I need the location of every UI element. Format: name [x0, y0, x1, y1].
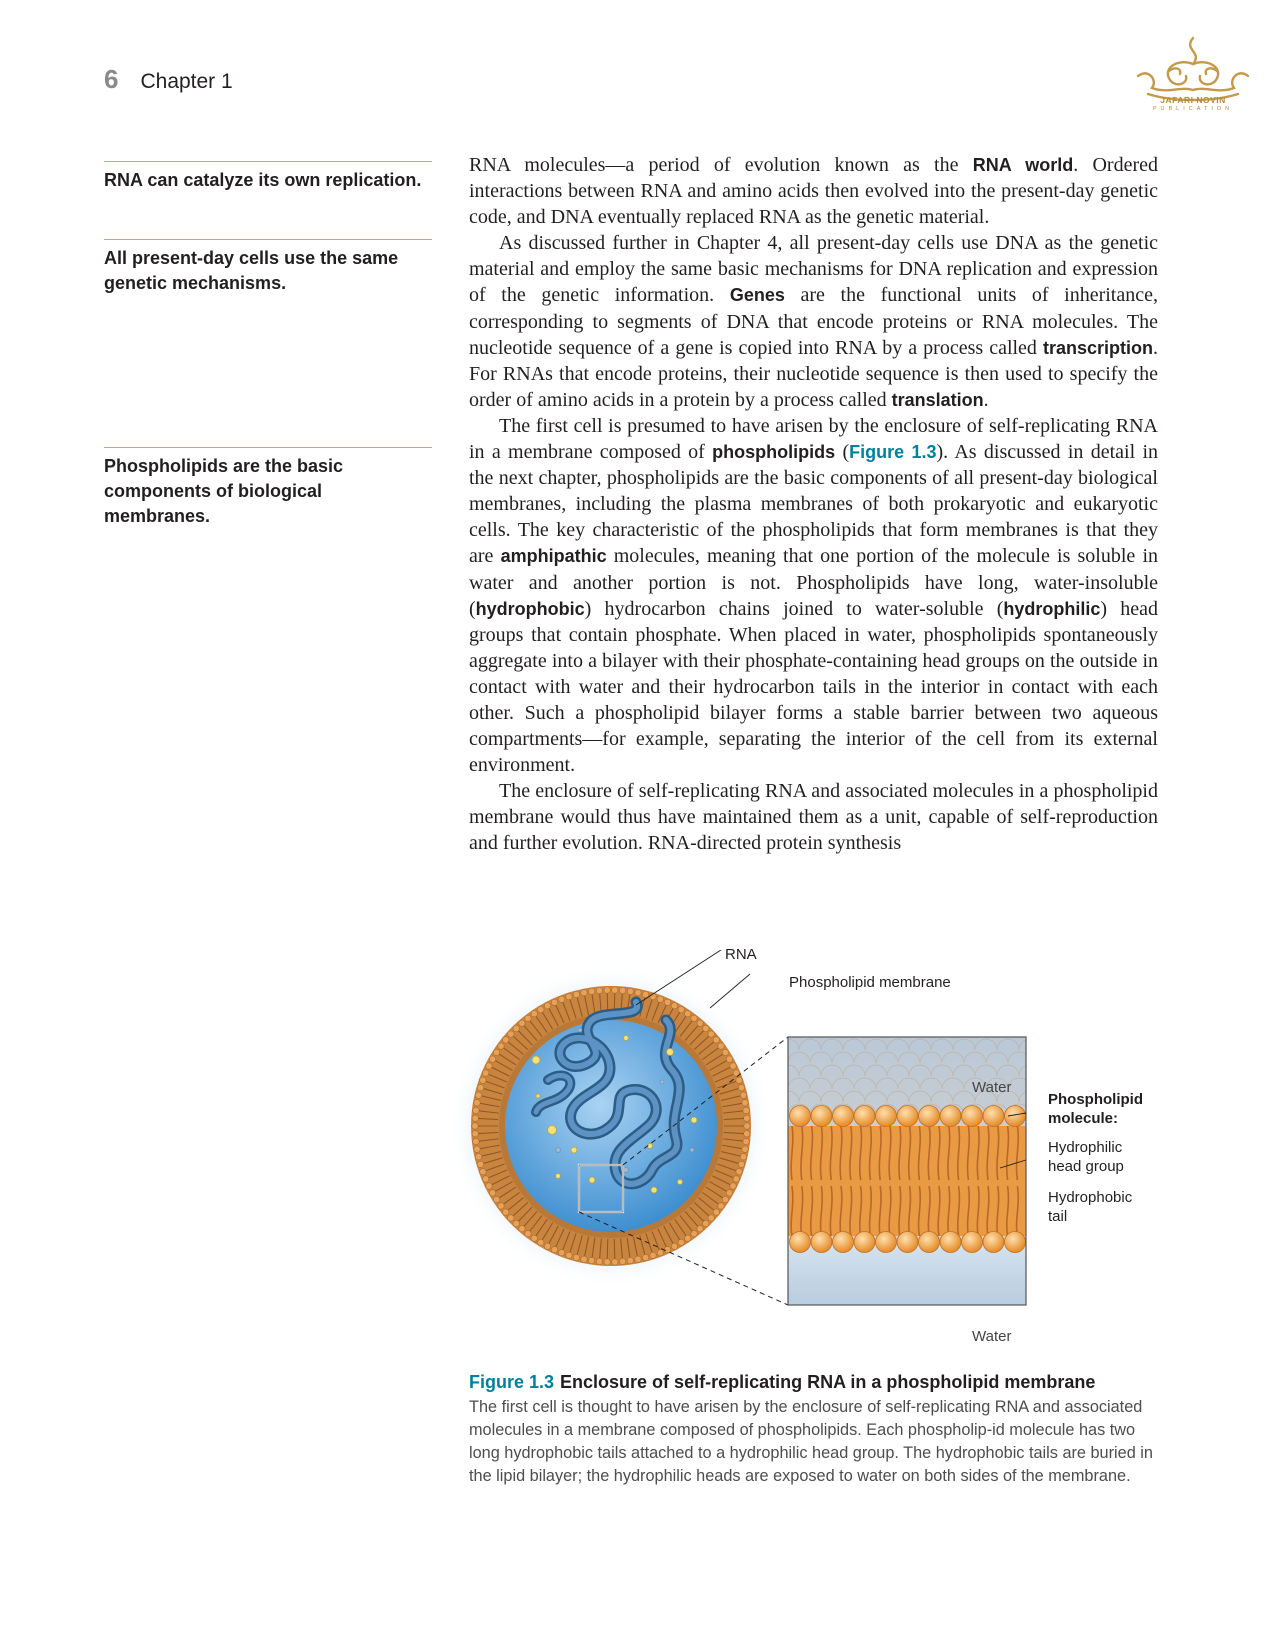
paragraph: The enclosure of self-replicating RNA and associated molecules in a phospholipid membrane would thus have maintained them as a unit, capable of self-reproduction and further evolution. RNA-directed protein synthesis	[469, 780, 1158, 855]
caption-title: Figure 1.3 Enclosure of self-replicating RNA in a phospholipid membrane	[469, 1372, 1096, 1392]
caption-figure-number: Figure 1.3	[469, 1372, 555, 1392]
label-water-bottom: Water	[972, 1328, 1012, 1345]
label-water-top: Water	[972, 1079, 1012, 1096]
label-hydrophobic-tail: Hydrophobic tail	[1048, 1189, 1133, 1225]
key-term: transcription	[1042, 337, 1153, 358]
margin-note-rna-catalysis: RNA can catalyze its own replication.	[104, 161, 432, 193]
margin-note-phospholipids: Phospholipids are the basic components of biological membranes.	[104, 447, 432, 529]
paragraph: As discussed further in Chapter 4, all present-day cells use DNA as the genetic material and employ the same basic mechanisms for DNA replication and expression of the genetic information. Genes are the functional units of inheritance, corresponding to segments of DNA that encode proteins or RNA molecules. The nucleotide sequence of a gene is copied into RNA by a process called transcription. For RNAs that encode proteins, their nucleotide sequence is then used to specify the order of amino acids in a protein by a process called translation.	[469, 232, 1158, 411]
margin-note-genetic-mechanisms: All present-day cells use the same genetic mechanisms.	[104, 239, 432, 296]
paragraph: The first cell is presumed to have arisen by the enclosure of self-replicating RNA in a membrane composed of phospholipids (Figure 1.3). As discussed in detail in the next chapter, phospholipids are the basic components of all present-day biological membranes, including the plasma membranes of both prokaryotic and eukaryotic cells. The key characteristic of the phospholipids that form membranes is that they are amphipathic molecules, meaning that one portion of the molecule is soluble in water and another portion is not. Phospholipids have long, water-insoluble (hydrophobic) hydrocarbon chains joined to water-soluble (hydrophilic) head groups that contain phosphate. When placed in water, phospholipids spontaneously aggregate into a bilayer with their phosphate-containing head groups on the outside in contact with water and their hydrocarbon tails in the interior in contact with each other. Such a phospholipid bilayer forms a stable barrier between two aqueous compartments—for example, separating the interior of the cell from its external environment.	[469, 414, 1159, 777]
page-header	[104, 64, 233, 95]
chapter-label: Chapter 1	[140, 70, 233, 93]
figure-illustration	[440, 950, 1040, 1360]
publisher-subtitle: PUBLICATION	[1152, 106, 1234, 112]
key-term: translation	[891, 389, 984, 410]
label-rna: RNA	[725, 946, 757, 963]
key-term: phospholipids	[712, 442, 836, 463]
paragraph: RNA molecules—a period of evolution known as the RNA world. Ordered interactions between RNA and amino acids then evolved into the present-day genetic code, and DNA eventually replaced RNA as the genetic material.	[469, 154, 1159, 229]
key-term: amphipathic	[500, 546, 607, 567]
key-term: Genes	[729, 285, 785, 306]
caption-body: The first cell is thought to have arisen by the enclosure of self-replicating RNA and associated molecules in a membrane composed of phospholipids. Each phospholip-id molecule has two long hydrophobic tails attached to a hydrophilic head group. The hydrophobic tails are buried in the lipid bilayer; the hydrophilic heads are exposed to water on both sides of the membrane.	[469, 1398, 1153, 1485]
publisher-name: JAFARI NOVIN	[1160, 95, 1226, 105]
key-term: hydrophilic	[1003, 598, 1101, 619]
body-text	[469, 152, 1158, 857]
label-phospholipid-membrane: Phospholipid membrane	[789, 974, 951, 991]
label-hydrophilic-head: Hydrophilic head group	[1048, 1139, 1124, 1175]
figure-caption	[469, 1372, 1158, 1488]
label-phospholipid-molecule: Phospholipid molecule:	[1048, 1091, 1143, 1127]
figure-reference-link[interactable]: Figure 1.3	[849, 442, 937, 463]
key-term: hydrophobic	[475, 598, 585, 619]
page-number: 6	[104, 64, 119, 94]
key-term: RNA world	[972, 155, 1074, 175]
